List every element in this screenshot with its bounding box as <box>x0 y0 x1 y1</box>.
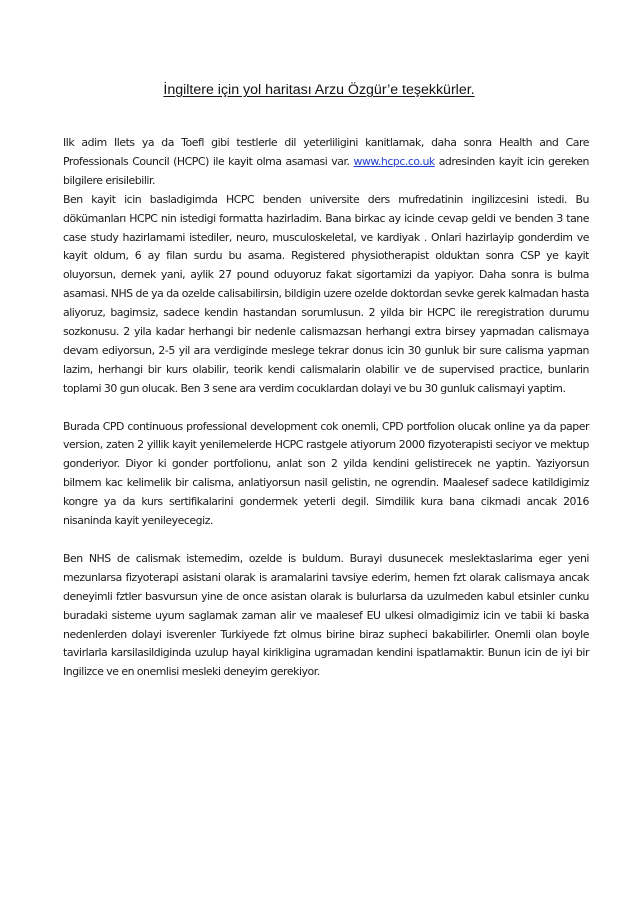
paragraph-1-text-start: Ilk adim Ilets ya da Toefl gibi testlerle dil yeterliligini kanitlamak, daha sonra Health and Care Professionals Council (HCPC) ile kayit olma asamasi var. <box>63 136 589 168</box>
paragraph-3: Burada CPD continuous professional development cok onemli, CPD portfolion olucak online ya da paper version, zaten 2 yillik kayit yenilemelerde HCPC rastgele atiyorum 2000 fizyoterapisti seciyor ve mektup gonderiyor. Diyor ki gonder portfolionu, anlat son 2 yilda kendini gelistirecek ne yaptin. Yaziyorsun bilmem kac kelimelik bir calisma, anlatiyorsun nasil gelistin, ne ogrendin. Maalesef sadece katildigimiz kongre ya da kurs sertifikalarini gondermek yeterli degil. Simdilik kura bana cikmadi ancak 2016 nisaninda kayit yenileyecegiz. <box>63 419 589 528</box>
paragraph-2: Ben kayit icin basladigimda HCPC benden universite ders mufredatinin ingilizcesini istedi. Bu dökümanları HCPC nin istedigi formatta hazirladim. Bana birkac ay icinde cevap geldi ve benden 3 tane case study hazirlamami istediler, neuro, musculoskeletal, ve kardiyak . Onlari hazirlayip gonderdim ve kayit oldum, 6 ay filan surdu bu asama. Registered physiotherapist olduktan sonra CSP ye kayit oluyorsun, dernek yani, aylik 27 pound oduyoruz fakat sigortamizi da yapiyor. Daha sonra is bulma asamasi. NHS de ya da ozelde calisabilirsin, bildigin uzere ozelde doktordan sevke gerek kalmadan hasta aliyoruz, bagimsiz, sadece kendin hastandan sorumlusun. 2 yilda bir HCPC ile reregistration durumu sozkonusu. 2 yila kadar herhangi bir nedenle calismazsan herhangi extra birsey yapmadan calismaya devam ediyorsun, 2-5 yil ara verdiginde meslege tekrar donus icin 30 gunluk bir sure calisma yapman lazim, herhangi bir kurs olabilir, teorik kendi calismalarin olabilir ve de supervised practice, bunlarin toplami 30 gun olucak. Ben 3 sene ara verdim cocuklardan dolayi ve bu 30 gunluk calismayi yaptim. <box>63 192 589 395</box>
paragraph-spacer <box>63 531 589 550</box>
paragraph-spacer <box>63 399 589 418</box>
paragraph-4: Ben NHS de calismak istemedim, ozelde is buldum. Burayi dusunecek meslektaslarima eger yeni mezunlarsa fizyoterapi asistani olarak is aramalarini tavsiye ederim, hemen fzt olarak calismaya ancak deneyimli fztler basvursun yine de once asistan olarak is bulurlarsa da uzulmeden kabul etsinler cunku buradaki sisteme uyum saglamak zaman alir ve maalesef EU ulkesi olmadigimiz icin ve tabii ki baska nedenlerden dolayi isverenler Turkiyede fzt olmus birine biraz supheci bakabilirler. Onemli olan boyle tavirlarla karsilasildiginda uzulup hayal kirikligina ugramadan kendini ispatlamaktir. Bunun icin de iyi bir Ingilizce ve en onemlisi mesleki deneyim gerekiyor. <box>63 551 589 679</box>
paragraph-1 <box>63 134 589 191</box>
paragraph-1-text-end: adresinden kayit icin gereken bilgilere erisilebilir. <box>63 154 589 187</box>
hcpc-website-link[interactable]: www.hcpc.co.uk <box>353 154 435 168</box>
page-title: İngiltere için yol haritası Arzu Özgür’e teşekkürler. <box>163 82 475 98</box>
document-body <box>63 134 589 682</box>
